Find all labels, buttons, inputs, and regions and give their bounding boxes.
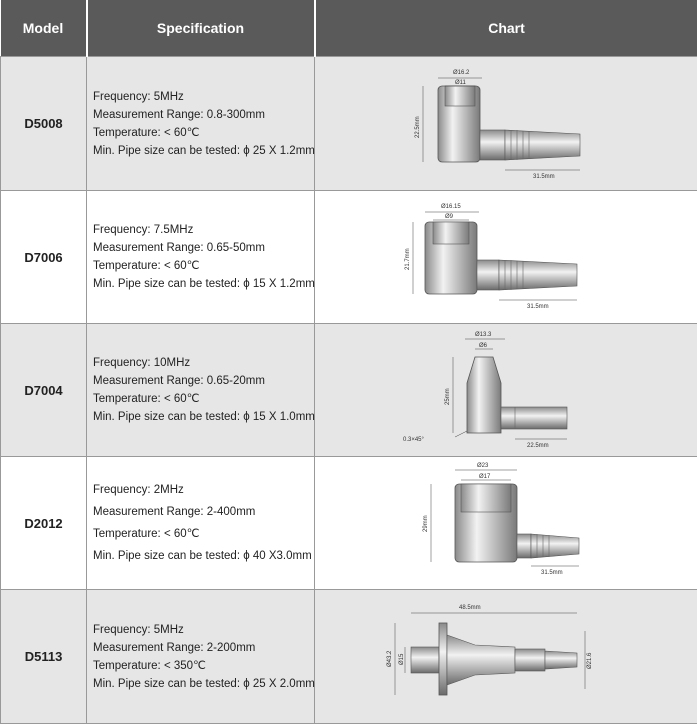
dim-height: 22.5mm (415, 115, 421, 138)
chart-cell (315, 457, 697, 590)
spec-frequency: Frequency: 2MHz (93, 484, 184, 496)
table-row (1, 457, 697, 590)
dim-height: 21.7mm (405, 247, 411, 270)
dim-length: 31.5mm (533, 173, 555, 180)
chart-cell (315, 191, 697, 324)
probe-drawing (315, 192, 697, 323)
model-cell: D5113 (1, 590, 87, 724)
header-row (1, 0, 697, 57)
header-specification: Specification (87, 0, 315, 57)
probe-drawing (315, 325, 697, 456)
chart-cell (315, 590, 697, 724)
table-row (1, 191, 697, 324)
probe-cap (445, 86, 475, 106)
model-cell: D5008 (1, 57, 87, 191)
spec-min-pipe: Min. Pipe size can be tested: ϕ 15 X 1.2mm (93, 278, 315, 290)
chart-cell (315, 57, 697, 191)
dim-inner: Ø6 (479, 342, 488, 349)
spec-range: Measurement Range: 0.65-50mm (93, 242, 265, 254)
dim-length: 31.5mm (541, 569, 563, 576)
spec-range: Measurement Range: 0.8-300mm (93, 108, 265, 121)
spec-min-pipe: Min. Pipe size can be tested: ϕ 40 X3.0mm (93, 550, 312, 562)
spec-temperature: Temperature: < 60℃ (93, 260, 200, 272)
dim-height: 29mm (423, 514, 429, 532)
spec-temperature: Temperature: < 60℃ (93, 528, 200, 540)
dim-chamfer: 0.3×45° (403, 436, 424, 443)
dim-d2: Ø15 (399, 653, 405, 665)
spec-range: Measurement Range: 2-200mm (93, 641, 256, 654)
probe-cable-boot (531, 534, 579, 558)
spec-cell (87, 457, 315, 590)
probe-drawing (315, 591, 697, 723)
dim-d3: Ø21.6 (587, 652, 593, 669)
dim-inner: Ø9 (445, 213, 454, 220)
chart-cell (315, 324, 697, 457)
probe-drawing (315, 58, 697, 190)
spec-frequency: Frequency: 10MHz (93, 357, 191, 369)
probe-neck (480, 130, 505, 160)
table-row (1, 590, 697, 724)
dim-length: 48.5mm (459, 604, 481, 611)
probe-cable (501, 407, 567, 429)
probe-stub (411, 647, 439, 673)
model-cell: D7006 (1, 191, 87, 324)
spec-temperature: Temperature: < 350℃ (93, 659, 206, 672)
spec-min-pipe: Min. Pipe size can be tested: ϕ 25 X 2.0mm (93, 677, 315, 690)
probe-neck (477, 260, 499, 290)
dim-inner: Ø11 (455, 79, 466, 86)
spec-cell (87, 590, 315, 724)
probe-drawing (315, 458, 697, 589)
model-cell: D7004 (1, 324, 87, 457)
probe-cap (433, 222, 469, 244)
header-chart: Chart (315, 0, 697, 57)
dim-height: 25mm (445, 387, 451, 405)
dim-d1: Ø43.2 (387, 650, 393, 667)
probe-flange (439, 623, 447, 695)
probe-collar (515, 649, 545, 671)
spec-range: Measurement Range: 0.65-20mm (93, 375, 265, 387)
spec-temperature: Temperature: < 60℃ (93, 393, 200, 405)
dim-outer: Ø23 (477, 462, 489, 469)
spec-min-pipe: Min. Pipe size can be tested: ϕ 15 X 1.0mm (93, 411, 315, 423)
dim-length: 22.5mm (527, 442, 549, 449)
model-cell: D2012 (1, 457, 87, 590)
probe-cable-boot (505, 130, 580, 160)
table-row (1, 324, 697, 457)
spec-cell (87, 57, 315, 191)
spec-temperature: Temperature: < 60℃ (93, 126, 200, 139)
probe-tip (545, 651, 577, 669)
probe-body (447, 635, 515, 685)
spec-range: Measurement Range: 2-400mm (93, 506, 256, 518)
dim-length: 31.5mm (527, 303, 549, 310)
table-row (1, 57, 697, 191)
spec-cell (87, 191, 315, 324)
dim-outer: Ø16.2 (453, 69, 470, 76)
spec-min-pipe: Min. Pipe size can be tested: ϕ 25 X 1.2mm (93, 144, 315, 157)
probe-neck (517, 534, 531, 558)
spec-frequency: Frequency: 7.5MHz (93, 224, 194, 236)
header-model: Model (1, 0, 87, 57)
spec-frequency: Frequency: 5MHz (93, 90, 184, 103)
spec-frequency: Frequency: 5MHz (93, 623, 184, 636)
dim-outer: Ø13.3 (475, 331, 492, 338)
probe-body (467, 357, 501, 433)
dim-inner: Ø17 (479, 473, 491, 480)
spec-cell (87, 324, 315, 457)
probe-cap (461, 484, 511, 512)
dim-outer: Ø16.15 (441, 203, 461, 210)
